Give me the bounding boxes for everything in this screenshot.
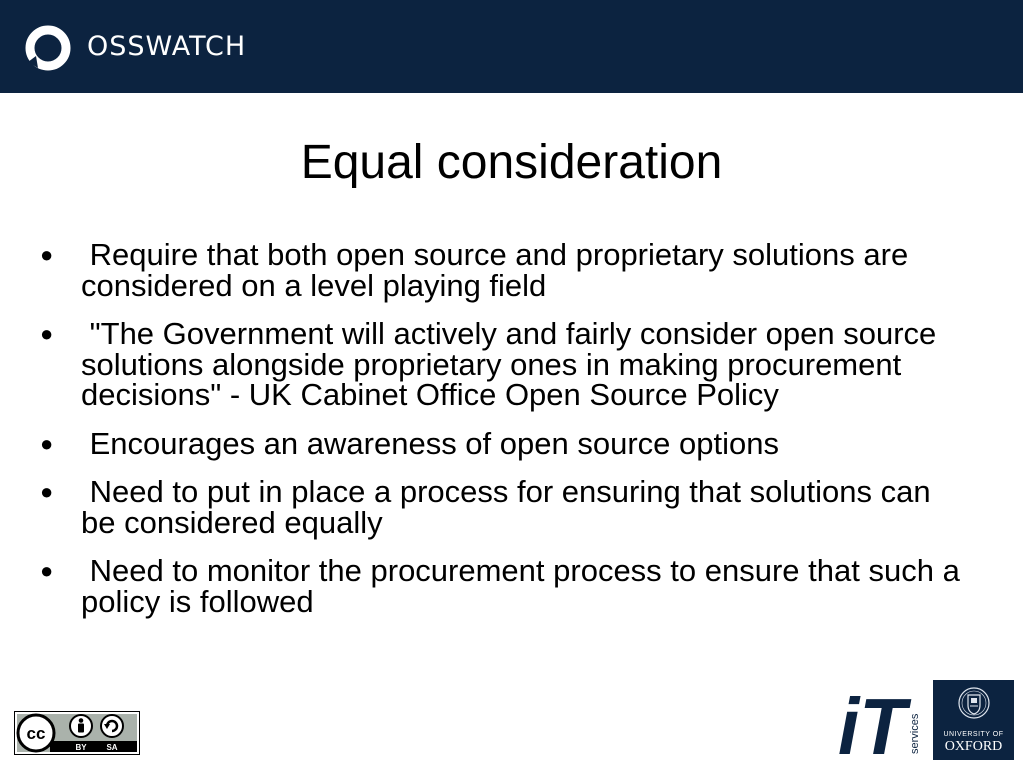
bullet-dot-icon: ●	[40, 321, 54, 346]
slide-title: Equal consideration	[300, 136, 723, 189]
by-label: BY	[75, 743, 87, 752]
cc-label: cc	[26, 724, 46, 743]
oxford-small-text: UNIVERSITY OF	[943, 731, 1004, 738]
bullet-text: Need to put in place a process for ensuring that solutions can be considered equally	[81, 474, 940, 540]
bullet-text: Require that both open source and proprietary solutions are considered on a level playing field	[81, 237, 917, 303]
bullet-list	[0, 237, 1023, 635]
osswatch-logo-icon	[22, 22, 74, 74]
bullet-dot-icon: ●	[40, 242, 54, 267]
bullet-dot-icon: ●	[40, 479, 54, 504]
by-person-icon	[70, 715, 92, 737]
bullet-item	[0, 316, 1023, 412]
bullet-dot-icon: ●	[40, 430, 54, 456]
oxford-wordmark: OXFORD	[944, 739, 1003, 754]
bullet-item	[0, 237, 1023, 303]
oxford-logo	[933, 680, 1014, 760]
cc-license-badge	[14, 711, 140, 755]
bullet-item	[0, 553, 1023, 619]
it-logo-letters: iT	[838, 684, 912, 758]
cc-icon	[18, 715, 54, 751]
brand-name: OSSWATCH	[87, 31, 247, 62]
oxford-crest-icon	[957, 685, 991, 725]
bullet-item	[0, 474, 1023, 540]
it-services-logo	[838, 684, 924, 758]
header-bar	[0, 0, 1023, 93]
bullet-item	[0, 425, 1023, 461]
bullet-text: Need to monitor the procurement process to ensure that such a policy is followed	[81, 553, 969, 619]
it-logo-word: services	[909, 713, 921, 754]
bullet-text: Encourages an awareness of open source options	[81, 425, 779, 461]
bullet-dot-icon: ●	[40, 558, 54, 583]
sa-share-icon	[101, 715, 123, 737]
bullet-text: "The Government will actively and fairly consider open source solutions alongside proprietary ones in making procurement decisions" - UK Cabinet Office Open Source Policy	[81, 316, 945, 412]
sa-label: SA	[106, 743, 118, 752]
